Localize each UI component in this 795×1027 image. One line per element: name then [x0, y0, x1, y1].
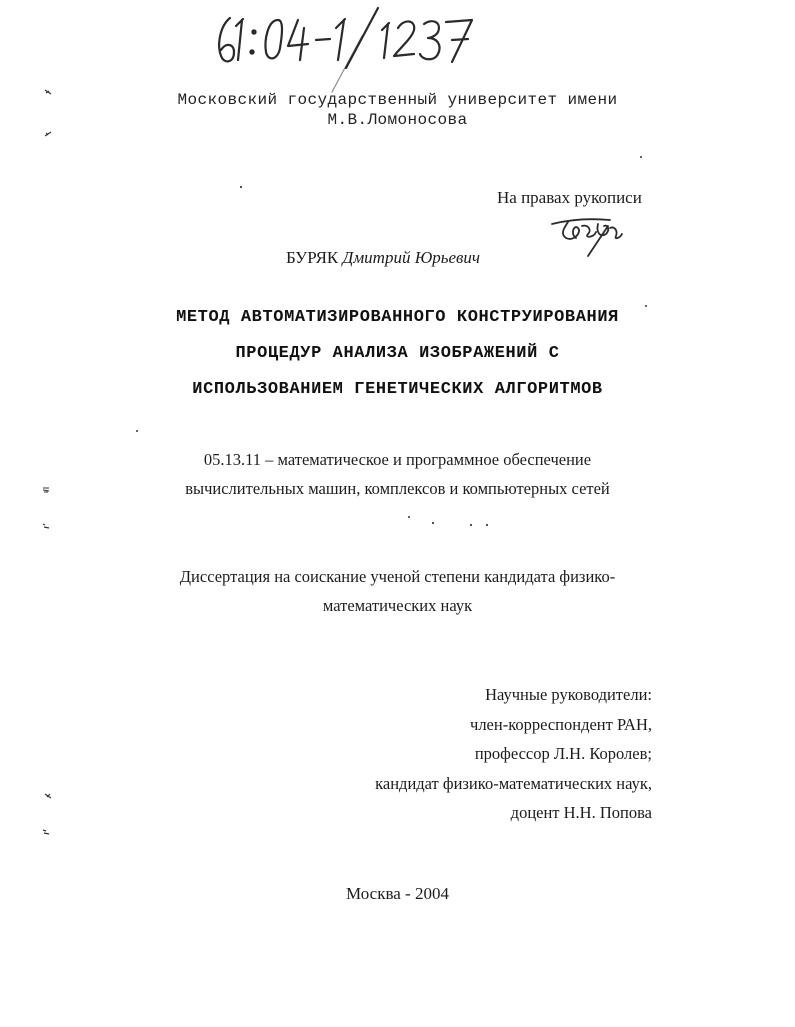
scan-speck [486, 524, 488, 526]
scan-speck [432, 522, 434, 524]
handwritten-archive-code-icon [212, 6, 482, 68]
author-given-names: Дмитрий Юрьевич [342, 248, 481, 267]
scan-speck [470, 524, 472, 526]
dissertation-title [0, 300, 795, 408]
supervisor-line: доцент Н.Н. Попова [510, 803, 652, 822]
scan-speck [640, 156, 642, 158]
specialty-line-2: вычислительных машин, комплексов и компьютерных сетей [185, 479, 610, 498]
scan-mark [42, 516, 50, 522]
specialty-line-1: 05.13.11 – математическое и программное обеспечение [203, 450, 592, 469]
scan-speck [408, 516, 410, 518]
scan-speck [240, 186, 242, 188]
title-line-3: ИСПОЛЬЗОВАНИЕМ ГЕНЕТИЧЕСКИХ АЛГОРИТМОВ [192, 380, 603, 399]
author-surname: БУРЯК [286, 248, 339, 267]
supervisor-line: профессор Л.Н. Королев; [474, 744, 652, 763]
supervisors-block [375, 680, 652, 828]
degree-line-2: математических наук [322, 596, 473, 615]
manuscript-rights-label: На правах рукописи [497, 188, 642, 207]
scan-mark [42, 480, 50, 486]
scan-mark [42, 822, 50, 828]
degree-line-1: Диссертация на соискание ученой степени кандидата физико- [179, 567, 616, 586]
supervisor-line: кандидат физико-математических наук, [375, 773, 652, 793]
supervisor-line: член-корреспондент РАН, [470, 714, 652, 734]
scan-speck [136, 430, 138, 432]
title-line-2: ПРОЦЕДУР АНАЛИЗА ИЗОБРАЖЕНИЙ С [235, 344, 560, 363]
scan-mark [44, 124, 52, 130]
university-name [0, 90, 795, 130]
university-line-1: Московский государственный университет имени [177, 91, 618, 109]
scan-mark [44, 82, 52, 88]
degree-statement [0, 562, 795, 620]
supervisors-heading: Научные руководители: [485, 685, 652, 704]
specialty-code [0, 445, 795, 503]
handwritten-signature-icon [548, 214, 638, 258]
title-line-1: МЕТОД АВТОМАТИЗИРОВАННОГО КОНСТРУИРОВАНИЯ [176, 308, 619, 327]
scan-mark [44, 786, 52, 792]
author-name [286, 248, 480, 268]
university-line-2: М.В.Ломоносова [327, 111, 468, 129]
scan-speck [645, 305, 647, 307]
place-and-year: Москва - 2004 [346, 884, 449, 903]
